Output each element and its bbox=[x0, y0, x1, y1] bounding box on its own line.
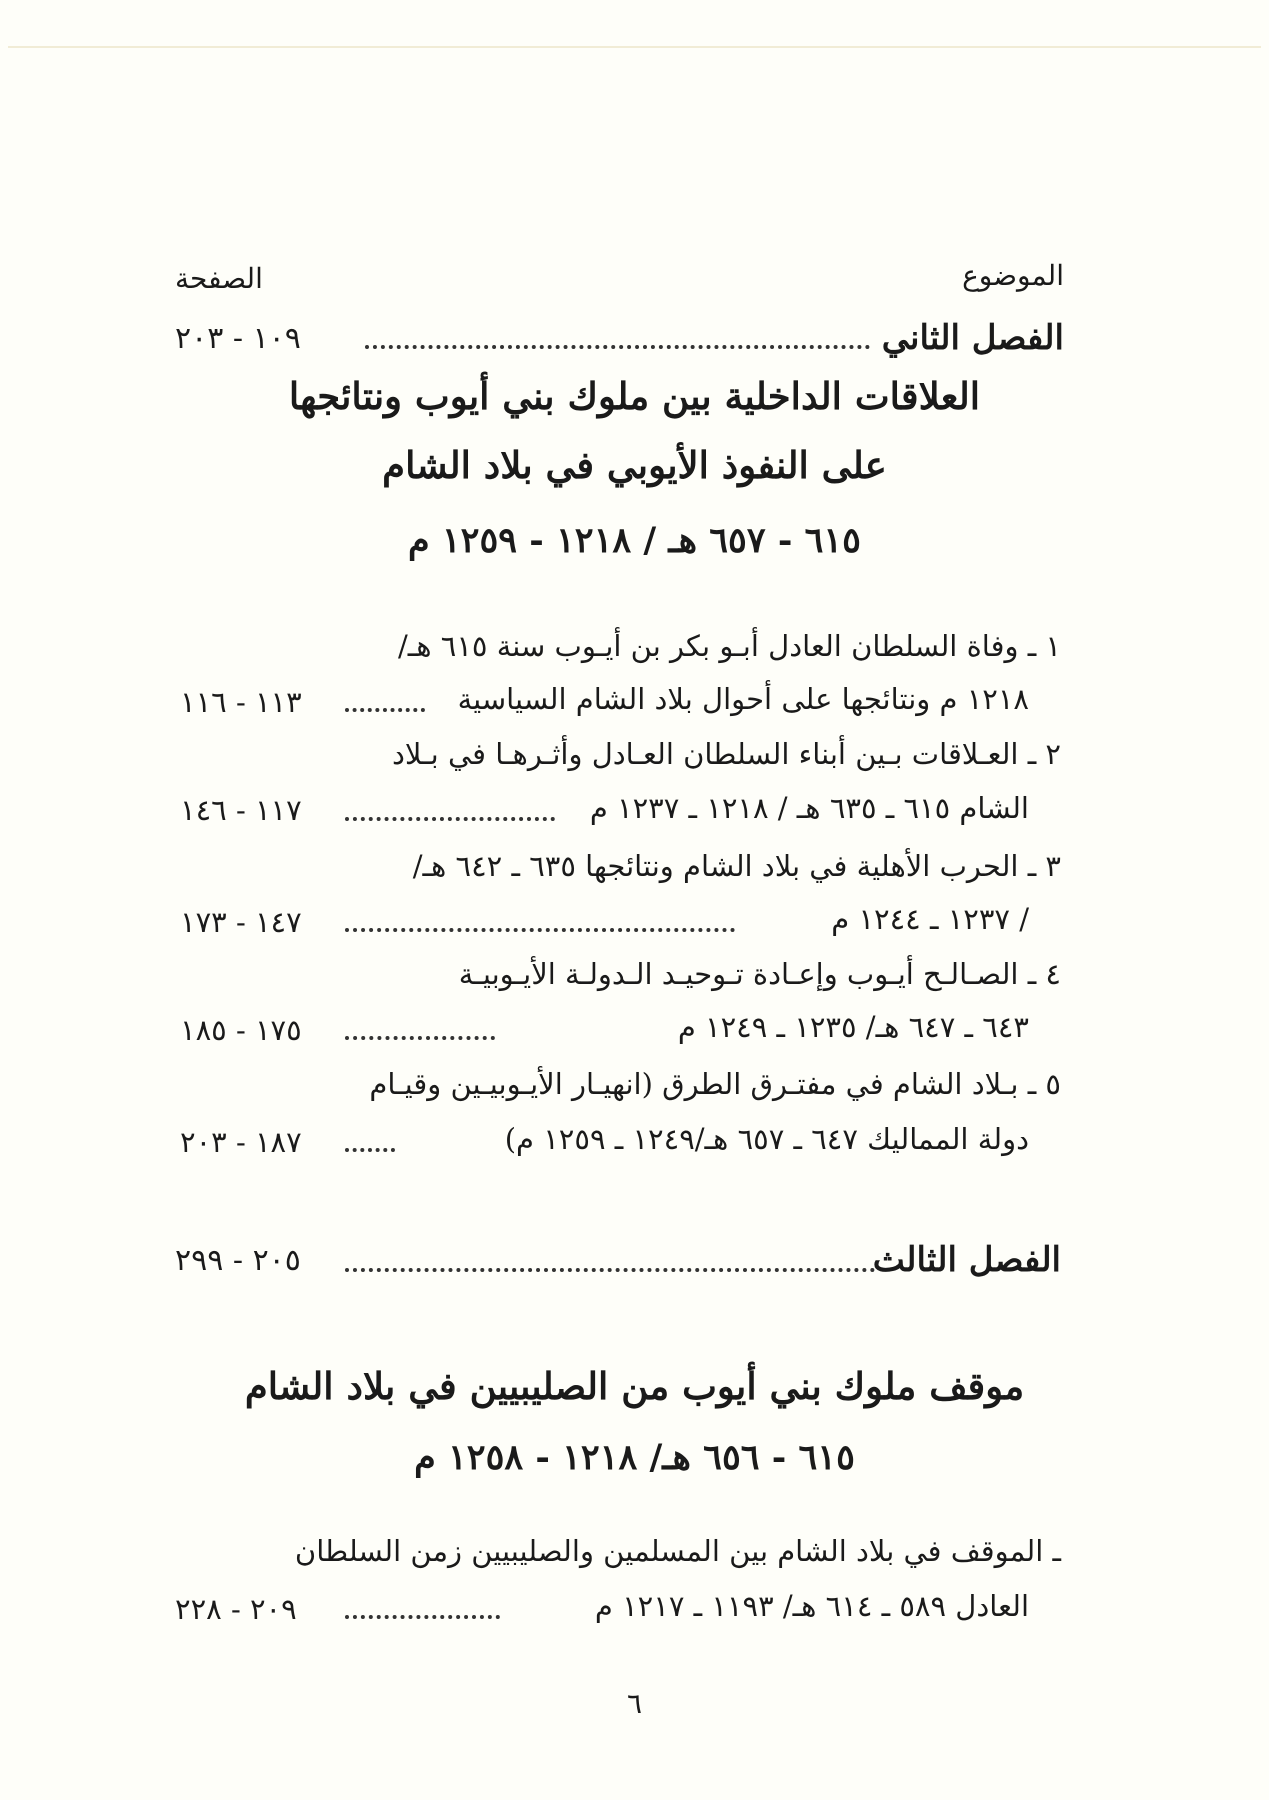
page-number: ٦ bbox=[626, 1687, 643, 1720]
topic-column-label: الموضوع bbox=[962, 259, 1064, 292]
entry-pages: ١٧٥ - ١٨٥ bbox=[180, 1013, 302, 1047]
entry-line: / ١٢٣٧ ـ ١٢٤٤ م bbox=[831, 902, 1029, 936]
entry-line: ١٢١٨ م ونتائجها على أحوال بلاد الشام السياسية bbox=[457, 682, 1029, 716]
entry-line: ـ الموقف في بلاد الشام بين المسلمين والصليبيين زمن السلطان bbox=[294, 1534, 1061, 1568]
chapter2-heading-line1: العلاقات الداخلية بين ملوك بني أيوب ونتائجها bbox=[288, 374, 981, 418]
entry-pages: ١١٣ - ١١٦ bbox=[180, 685, 302, 719]
entry-line: ٢ ـ العـلاقات بـين أبناء السلطان العـادل وأثـرهـا في بـلاد bbox=[391, 737, 1061, 771]
entry-line: ٥ ـ بـلاد الشام في مفتـرق الطرق (انهيـار الأيـوبيـين وقيـام bbox=[369, 1067, 1061, 1101]
leader-dots bbox=[345, 817, 555, 821]
entry-line: ٣ ـ الحرب الأهلية في بلاد الشام ونتائجها ٦٣٥ ـ ٦٤٢ هـ/ bbox=[412, 849, 1061, 883]
chapter3-dates: ٦١٥ - ٦٥٦ هـ/ ١٢١٨ - ١٢٥٨ م bbox=[414, 1437, 855, 1478]
entry-line: العادل ٥٨٩ ـ ٦١٤ هـ/ ١١٩٣ ـ ١٢١٧ م bbox=[594, 1589, 1029, 1623]
page-column-label: الصفحة bbox=[175, 262, 263, 295]
entry-line: دولة المماليك ٦٤٧ ـ ٦٥٧ هـ/١٢٤٩ ـ ١٢٥٩ م) bbox=[504, 1122, 1029, 1156]
leader-dots bbox=[345, 928, 735, 932]
chapter3-title: الفصل الثالث bbox=[872, 1240, 1061, 1280]
entry-pages: ٢٠٩ - ٢٢٨ bbox=[175, 1592, 297, 1626]
scan-edge bbox=[8, 46, 1261, 48]
chapter2-title: الفصل الثاني bbox=[881, 318, 1064, 358]
entry-line: ٦٤٣ ـ ٦٤٧ هـ/ ١٢٣٥ ـ ١٢٤٩ م bbox=[677, 1010, 1029, 1044]
leader-dots bbox=[345, 708, 425, 712]
entry-pages: ١٤٧ - ١٧٣ bbox=[180, 905, 302, 939]
chapter2-pages: ١٠٩ - ٢٠٣ bbox=[175, 321, 301, 356]
chapter2-dates: ٦١٥ - ٦٥٧ هـ / ١٢١٨ - ١٢٥٩ م bbox=[408, 520, 861, 561]
leader-dots bbox=[345, 1148, 395, 1152]
entry-pages: ١٨٧ - ٢٠٣ bbox=[180, 1125, 302, 1159]
entry-pages: ١١٧ - ١٤٦ bbox=[180, 793, 302, 827]
leader-dots bbox=[365, 345, 870, 349]
entry-line: الشام ٦١٥ ـ ٦٣٥ هـ / ١٢١٨ ـ ١٢٣٧ م bbox=[589, 791, 1029, 825]
leader-dots bbox=[345, 1268, 875, 1272]
entry-line: ٤ ـ الصـالـح أيـوب وإعـادة تـوحيـد الـدولـة الأيـوبيـة bbox=[458, 957, 1061, 991]
chapter2-heading-line2: على النفوذ الأيوبي في بلاد الشام bbox=[382, 443, 887, 487]
chapter3-pages: ٢٠٥ - ٢٩٩ bbox=[175, 1243, 301, 1278]
leader-dots bbox=[345, 1615, 500, 1619]
entry-line: ١ ـ وفاة السلطان العادل أبـو بكر بن أيـوب سنة ٦١٥ هـ/ bbox=[397, 629, 1061, 663]
leader-dots bbox=[345, 1036, 495, 1040]
chapter3-heading: موقف ملوك بني أيوب من الصليبيين في بلاد الشام bbox=[244, 1364, 1025, 1408]
